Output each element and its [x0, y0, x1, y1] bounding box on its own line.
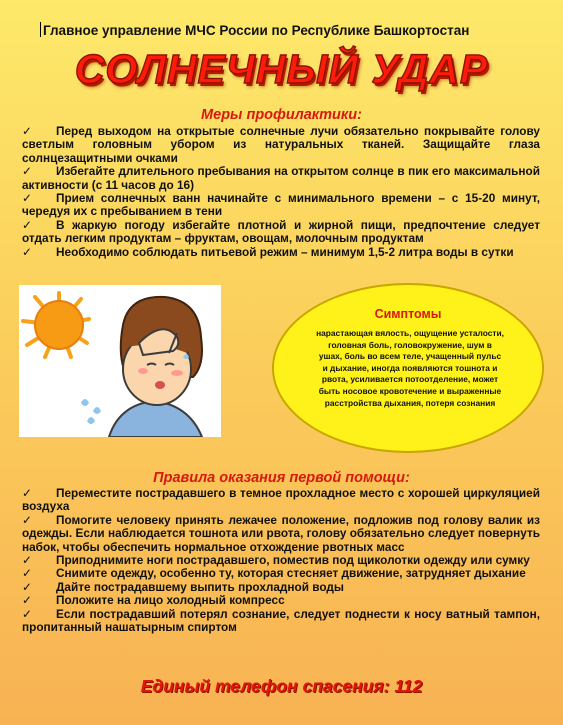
first-aid-item: ✓ Дайте пострадавшему выпить прохладной воды: [22, 579, 344, 594]
prevention-item: ✓ Перед выходом на открытые солнечные лучи обязательно покрывайте голову светлым головным убором из натуральных тканей. Защищайте глаза солнцезащитными очками: [22, 124, 540, 165]
prevention-item: ✓ В жаркую погоду избегайте плотной и жирной пищи, предпочтение следует отдать легким продуктам – фруктам, овощам, молочным продуктам: [22, 217, 540, 246]
organization-name: Главное управление МЧС России по Республике Башкортостан: [43, 23, 470, 38]
organization-header: [40, 22, 540, 38]
prevention-item: ✓ Необходимо соблюдать питьевой режим – минимум 1,5-2 литра воды в сутки: [22, 244, 514, 259]
boy-figure: [109, 297, 202, 437]
first-aid-item: ✓ Положите на лицо холодный компресс: [22, 593, 285, 608]
symptoms-text: нарастающая вялость, ощущение усталости, головная боль, головокружение, шум в ушах, боль во всем теле, учащенный пульс и дыхание, иногда появляются тошнота и рвота, усиливается потоотделение, может быть носовое кровотечение и выраженные расстройства дыхания, потеря сознания: [316, 328, 504, 408]
check-icon: ✓: [22, 164, 32, 179]
check-icon: ✓: [22, 566, 32, 581]
heatstroke-illustration: [19, 285, 221, 437]
check-icon: ✓: [22, 244, 32, 259]
first-aid-list: [22, 487, 540, 634]
first-aid-heading: Правила оказания первой помощи:: [153, 470, 410, 486]
prevention-item: ✓ Избегайте длительного пребывания на открытом солнце в пик его максимальной активности (с 11 часов до 16): [22, 164, 540, 192]
check-icon: ✓: [22, 606, 32, 621]
prevention-list: [22, 125, 540, 259]
check-icon: ✓: [22, 217, 32, 232]
check-icon: ✓: [22, 486, 32, 500]
prevention-heading: Меры профилактики:: [201, 107, 362, 123]
check-icon: ✓: [22, 512, 32, 527]
symptoms-callout: [272, 283, 544, 453]
sun-and-boy-image: [19, 285, 221, 437]
sweat-drops: [81, 399, 101, 424]
first-aid-item: ✓ Снимите одежду, особенно ту, которая стесняет движение, затрудняет дыхание: [22, 566, 526, 581]
check-icon: ✓: [22, 593, 32, 608]
first-aid-item: ✓ Помогите человеку принять лежачее положение, подложив под голову валик из одежды. Если наблюдается тошнота или рвота, голову обязательно следует повернуть набок, чтобы обеспечить нормальное отхождение рвотных масс: [22, 512, 540, 554]
text-cursor: [40, 22, 41, 37]
check-icon: ✓: [22, 124, 32, 138]
first-aid-item: ✓ Если пострадавший потерял сознание, следует поднести к носу ватный тампон, пропитанный нашатырным спиртом: [22, 606, 540, 635]
poster-title: СОЛНЕЧНЫЙ УДАР: [74, 46, 489, 92]
sun-icon: [23, 293, 89, 357]
first-aid-item: ✓ Приподнимите ноги пострадавшего, поместив под щиколотки одежду или сумку: [22, 553, 530, 568]
check-icon: ✓: [22, 191, 32, 206]
prevention-item: ✓ Прием солнечных ванн начинайте с минимального времени – с 15-20 минут, чередуя их с пребыванием в тени: [22, 191, 540, 219]
emergency-phone: Единый телефон спасения: 112: [140, 676, 423, 696]
first-aid-item: ✓ Переместите пострадавшего в темное прохладное место с хорошей циркуляцией воздуха: [22, 486, 540, 514]
check-icon: ✓: [22, 553, 32, 568]
check-icon: ✓: [22, 579, 32, 594]
symptoms-title: Симптомы: [374, 307, 442, 321]
